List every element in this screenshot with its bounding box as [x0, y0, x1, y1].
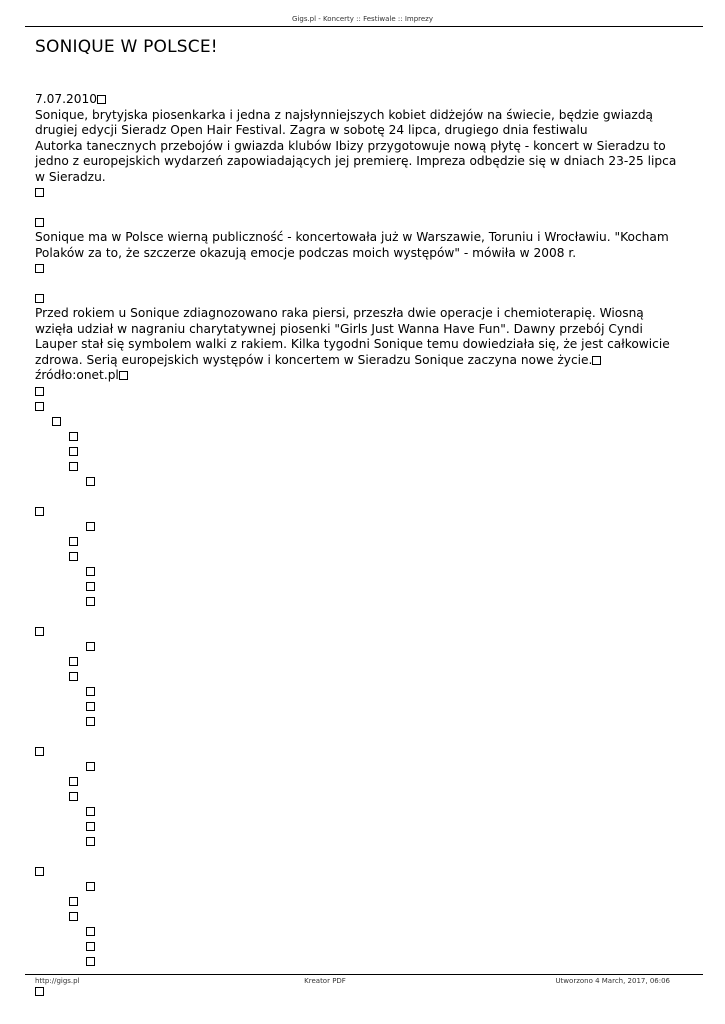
footer-creator: Kreator PDF — [304, 977, 346, 985]
missing-glyph-icon — [69, 672, 78, 681]
missing-glyph-icon — [35, 402, 44, 411]
missing-glyph-icon — [35, 188, 44, 197]
footer-rule — [25, 974, 703, 975]
missing-glyph-icon — [35, 387, 44, 396]
paragraph-2: Sonique ma w Polsce wierną publiczność - koncertowała już w Warszawie, Toruniu i Wrocławiu. "Kocham Polaków za to, że szczerze okazują emocje podczas moich występów" - mówiła w 2008 r. — [35, 230, 669, 260]
article-date: 7.07.2010 — [35, 92, 98, 106]
footer-created: Utworzono 4 March, 2017, 06:06 — [555, 977, 670, 985]
missing-glyph-icon — [86, 717, 95, 726]
missing-glyph-icon — [119, 371, 128, 380]
missing-glyph-icon — [86, 822, 95, 831]
missing-glyph-icon — [35, 264, 44, 273]
article-date-line — [35, 92, 685, 108]
missing-glyph-icon — [35, 987, 44, 996]
missing-glyph-icon — [97, 95, 106, 104]
missing-glyph-icon — [86, 942, 95, 951]
missing-glyph-icon — [69, 897, 78, 906]
missing-glyph-icon — [69, 462, 78, 471]
missing-glyph-icon — [69, 912, 78, 921]
missing-glyph-icon — [86, 927, 95, 936]
header-rule — [25, 26, 703, 27]
missing-glyph-icon — [35, 294, 44, 303]
missing-glyph-icon — [52, 417, 61, 426]
article-body — [35, 92, 685, 999]
footer-url[interactable]: http://gigs.pl — [35, 977, 80, 985]
missing-glyph-icon — [86, 837, 95, 846]
missing-glyph-icon — [86, 582, 95, 591]
missing-glyph-icon — [86, 702, 95, 711]
missing-glyph-icon — [86, 957, 95, 966]
missing-glyph-icon — [86, 687, 95, 696]
missing-glyph-icon — [86, 522, 95, 531]
missing-glyph-icon — [69, 777, 78, 786]
missing-glyph-icon — [86, 807, 95, 816]
missing-glyph-icon — [69, 537, 78, 546]
paragraph-3: Przed rokiem u Sonique zdiagnozowano raka piersi, przeszła dwie operacje i chemioterapię. Wiosną wzięła udział w nagraniu charytatywnej piosenki "Girls Just Wanna Have Fun". Dawny przebój Cyndi Lauper stał się symbolem walki z rakiem. Kilka tygodni Sonique temu dowiedziała się, że jest całkowicie zdrowa. Serią europejskich występów i koncertem w Sieradzu Sonique zaczyna nowe życie. — [35, 306, 670, 367]
missing-glyph-icon — [86, 642, 95, 651]
page-header: Gigs.pl - Koncerty :: Festiwale :: Imprezy — [292, 15, 433, 23]
missing-glyph-icon — [35, 507, 44, 516]
missing-glyph-icon — [35, 867, 44, 876]
missing-glyph-icon — [69, 792, 78, 801]
missing-glyph-icon — [69, 657, 78, 666]
article-title: SONIQUE W POLSCE! — [35, 37, 218, 57]
paragraph-1b: Autorka tanecznych przebojów i gwiazda klubów Ibizy przygotowuje nową płytę - koncert w Sieradzu to jedno z europejskich wydarzeń zapowiadających jej premierę. Impreza odbędzie się w dniach 23-25 lipca w Sieradzu. — [35, 138, 677, 184]
missing-glyph-icon — [592, 356, 601, 365]
source-line — [35, 368, 685, 384]
missing-glyph-icon — [35, 627, 44, 636]
missing-glyph-icon — [86, 882, 95, 891]
paragraph-1: Sonique, brytyjska piosenkarka i jedna z najsłynniejszych kobiet didżejów na świecie, będzie gwiazdą drugiej edycji Sieradz Open Hair Festival. Zagra w sobotę 24 lipca, drugiego dnia festiwalu — [35, 107, 654, 137]
missing-glyph-icon — [69, 447, 78, 456]
missing-glyph-icon — [35, 747, 44, 756]
missing-glyph-icon — [69, 552, 78, 561]
missing-glyph-icon — [86, 477, 95, 486]
missing-glyph-icon — [69, 432, 78, 441]
missing-glyph-icon — [86, 567, 95, 576]
missing-glyph-icon — [35, 218, 44, 227]
missing-glyph-icon — [86, 597, 95, 606]
missing-glyph-icon — [86, 762, 95, 771]
source-text: źródło:onet.pl — [35, 368, 119, 382]
